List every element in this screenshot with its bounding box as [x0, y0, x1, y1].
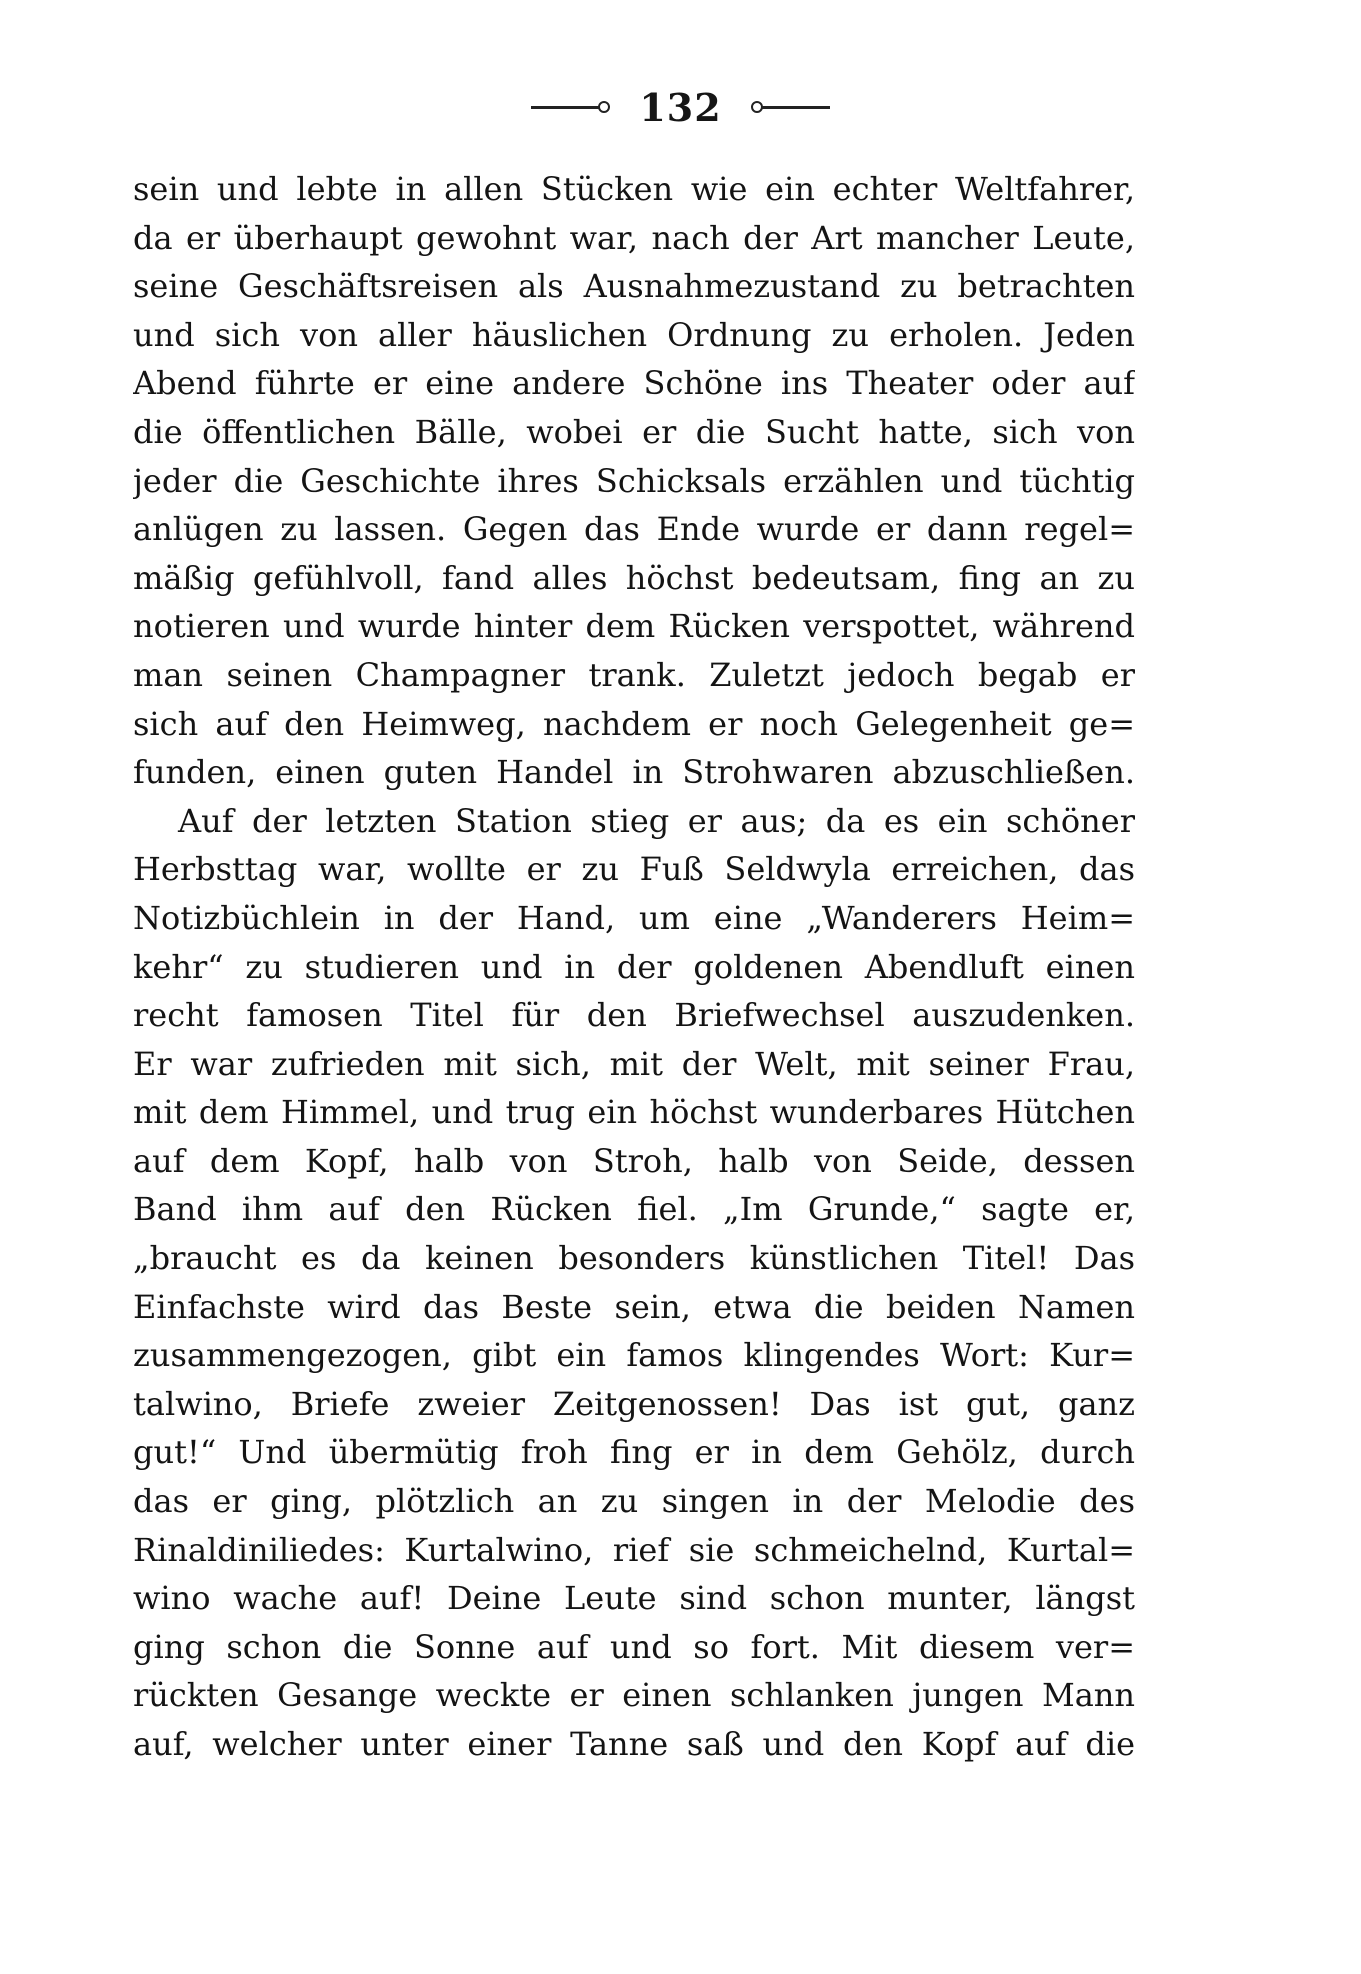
text-line: anlügen zu lassen. Gegen das Ende wurde er dann regel=	[133, 510, 1135, 549]
text-line: funden, einen guten Handel in Strohwaren abzuschließen.	[133, 753, 1135, 792]
text-line: Notizbüchlein in der Hand, um eine „Wanderers Heim=	[133, 898, 1135, 937]
text-line: rückten Gesange weckte er einen schlanken jungen Mann	[133, 1676, 1135, 1715]
header-ornament-right	[755, 106, 830, 109]
header-ornament-left	[531, 106, 606, 109]
text-line: Abend führte er eine andere Schöne ins Theater oder auf	[133, 364, 1135, 403]
text-line: sich auf den Heimweg, nachdem er noch Gelegenheit ge=	[133, 704, 1135, 743]
text-line: seine Geschäftsreisen als Ausnahmezustand zu betrachten	[133, 267, 1135, 306]
page-number: 132	[639, 85, 722, 130]
text-line: auf dem Kopf, halb von Stroh, halb von Seide, dessen	[133, 1141, 1135, 1180]
text-line: auf, welcher unter einer Tanne saß und den Kopf auf die	[133, 1725, 1135, 1763]
text-line: da er überhaupt gewohnt war, nach der Art mancher Leute,	[133, 218, 1135, 257]
text-line: und sich von aller häuslichen Ordnung zu erholen. Jeden	[133, 315, 1135, 354]
text-line: jeder die Geschichte ihres Schicksals erzählen und tüchtig	[133, 461, 1135, 500]
text-line: „braucht es da keinen besonders künstlichen Titel! Das	[133, 1239, 1135, 1278]
text-line: Band ihm auf den Rücken fiel. „Im Grunde,“ sagte er,	[133, 1190, 1135, 1229]
text-line: Herbsttag war, wollte er zu Fuß Seldwyla erreichen, das	[133, 850, 1135, 889]
page-header	[0, 85, 1361, 135]
text-line: talwino, Briefe zweier Zeitgenossen! Das ist gut, ganz	[133, 1384, 1135, 1423]
text-line: ging schon die Sonne auf und so fort. Mit diesem ver=	[133, 1627, 1135, 1666]
text-line: sein und lebte in allen Stücken wie ein echter Weltfahrer,	[133, 170, 1135, 208]
body-text	[133, 165, 1135, 1769]
text-line: Auf der letzten Station stieg er aus; da es ein schöner	[178, 801, 1135, 840]
text-line: Er war zufrieden mit sich, mit der Welt, mit seiner Frau,	[133, 1044, 1135, 1083]
text-line: recht famosen Titel für den Briefwechsel auszudenken.	[133, 996, 1135, 1035]
text-line: mäßig gefühlvoll, fand alles höchst bedeutsam, fing an zu	[133, 558, 1135, 597]
text-line: wino wache auf! Deine Leute sind schon munter, längst	[133, 1579, 1135, 1618]
text-line: mit dem Himmel, und trug ein höchst wunderbares Hütchen	[133, 1093, 1135, 1132]
text-line: zusammengezogen, gibt ein famos klingendes Wort: Kur=	[133, 1336, 1135, 1375]
text-line: Einfachste wird das Beste sein, etwa die beiden Namen	[133, 1287, 1135, 1326]
text-line: gut!“ Und übermütig froh fing er in dem Gehölz, durch	[133, 1433, 1135, 1472]
text-line: die öffentlichen Bälle, wobei er die Sucht hatte, sich von	[133, 412, 1135, 451]
text-line: Rinaldiniliedes: Kurtalwino, rief sie schmeichelnd, Kurtal=	[133, 1530, 1135, 1569]
text-line: man seinen Champagner trank. Zuletzt jedoch begab er	[133, 655, 1135, 694]
text-line: kehr“ zu studieren und in der goldenen Abendluft einen	[133, 947, 1135, 986]
text-line: das er ging, plötzlich an zu singen in der Melodie des	[133, 1482, 1135, 1521]
text-line: notieren und wurde hinter dem Rücken verspottet, während	[133, 607, 1135, 646]
